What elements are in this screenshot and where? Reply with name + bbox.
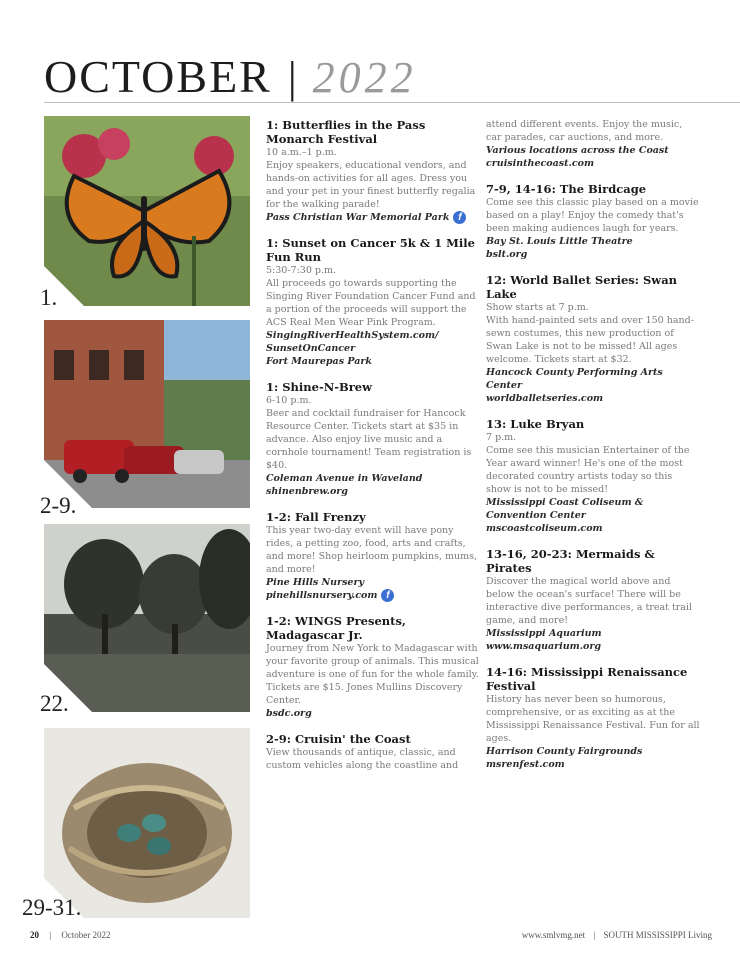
event-description: This year two-day event will have pony rides, a petting zoo, food, arts and crafts, and more! Shop heirloom pumpkins, mums, and more! <box>266 525 478 575</box>
masthead-separator: | <box>287 53 297 102</box>
event-link[interactable]: bsdc.org <box>266 708 312 719</box>
event-link[interactable]: worldballetseries.com <box>486 393 604 404</box>
photo-label-1: 1. <box>40 285 58 310</box>
photo-bird-nest <box>44 728 250 918</box>
event-link[interactable]: msrenfest.com <box>486 759 565 770</box>
event-link[interactable]: SunsetOnCancer <box>266 343 356 354</box>
event-title: 1: Butterflies in the Pass Monarch Festival <box>266 118 426 146</box>
masthead <box>44 44 417 100</box>
events-column-2 <box>486 118 700 783</box>
masthead-year: 2022 <box>312 53 417 102</box>
event-description: Come see this musician Entertainer of the Year award winner! He's one of the most decorated country artists today so this show is not to be missed! <box>486 445 690 495</box>
event-link[interactable]: bslt.org <box>486 249 528 260</box>
event-description: View thousands of antique, classic, and custom vehicles along the coastline and <box>266 747 459 771</box>
event-description: Journey from New York to Madagascar with your favorite group of animals. This musical adventure is one of fun for the whole family. Tickets are $15. Jones Mullins Discovery Center. <box>266 643 479 706</box>
event-link[interactable]: cruisinthecoast.com <box>486 158 595 169</box>
event-description: Come see this classic play based on a movie based on a play! Enjoy the comedy that's been making audiences laugh for years. <box>486 197 699 234</box>
issue-date: October 2022 <box>61 930 111 940</box>
event-description: History has never been so humorous, comprehensive, or as exciting as at the Mississippi Renaissance Festival. Fun for all ages. <box>486 694 700 744</box>
event-link[interactable]: shinenbrew.org <box>266 486 348 497</box>
event-time: 7 p.m. <box>486 432 517 443</box>
event-description: attend different events. Enjoy the music, car parades, car auctions, and more. <box>486 119 683 143</box>
page-number: 20 <box>30 930 39 940</box>
event-title: 1-2: Fall Frenzy <box>266 510 366 524</box>
event-location: Various locations across the Coast <box>486 145 669 156</box>
masthead-month: OCTOBER <box>44 51 272 102</box>
magazine-name: SOUTH MISSISSIPPI Living <box>603 930 712 940</box>
event-location: Mississippi Aquarium <box>486 628 602 639</box>
event-item <box>486 273 700 405</box>
photo-label-2: 2-9. <box>40 493 77 518</box>
photo-classic-cars <box>44 320 250 508</box>
event-location: Hancock County Performing Arts Center <box>486 367 663 391</box>
event-title: 7-9, 14-16: The Birdcage <box>486 182 647 196</box>
facebook-icon[interactable]: f <box>453 211 466 224</box>
event-description: All proceeds go towards supporting the Singing River Foundation Cancer Fund and a portion of the proceeds will support the ACS Real Men Wear Pink Program. <box>266 278 476 328</box>
event-link[interactable]: www.msaquarium.org <box>486 641 602 652</box>
footer-separator: | <box>49 930 52 940</box>
footer-left <box>30 930 111 940</box>
event-title: 13-16, 20-23: Mermaids & Pirates <box>486 547 655 575</box>
event-time: 10 a.m.–1 p.m. <box>266 147 337 158</box>
photo-park-trees <box>44 524 250 712</box>
event-item <box>266 732 480 772</box>
event-location: Coleman Avenue in Waveland <box>266 473 423 484</box>
event-item <box>486 417 700 535</box>
event-description: Enjoy speakers, educational vendors, and hands-on activities for all ages. Dress you and your pet in your finest butterfly regalia for the walking parade! <box>266 160 476 210</box>
event-title: 1: Shine-N-Brew <box>266 380 373 394</box>
event-item <box>486 665 700 771</box>
event-item <box>266 380 480 498</box>
event-time: 6-10 p.m. <box>266 395 312 406</box>
event-link[interactable]: mscoastcoliseum.com <box>486 523 603 534</box>
event-title: 1-2: WINGS Presents, Madagascar Jr. <box>266 614 406 642</box>
photo-butterfly <box>44 116 250 306</box>
masthead-rule <box>44 102 740 103</box>
event-link[interactable]: pinehillsnursery.com f <box>266 589 480 602</box>
website-link[interactable]: www.smlvmg.net <box>521 930 586 940</box>
event-location: Mississippi Coast Coliseum & Convention Center <box>486 497 644 521</box>
event-location: Harrison County Fairgrounds <box>486 746 643 757</box>
photo-label-3: 22. <box>40 691 69 716</box>
photo-label-4: 29-31. <box>22 895 82 920</box>
event-description: With hand-painted sets and over 150 hand-sewn costumes, this new production of Swan Lake is not to be missed! All ages welcome. Tickets start at $32. <box>486 315 694 365</box>
event-item <box>486 118 700 170</box>
event-time: 5:30-7:30 p.m. <box>266 265 337 276</box>
event-time: Show starts at 7 p.m. <box>486 302 589 313</box>
event-location: Bay St. Louis Little Theatre <box>486 236 633 247</box>
event-description: Discover the magical world above and below the ocean's surface! There will be interactive dive performances, a treat trail game, and more! <box>486 576 693 626</box>
facebook-icon[interactable]: f <box>381 589 394 602</box>
event-item <box>486 547 700 653</box>
event-item <box>266 236 480 368</box>
event-item <box>266 118 480 224</box>
event-title: 12: World Ballet Series: Swan Lake <box>486 273 678 301</box>
event-title: 14-16: Mississippi Renaissance Festival <box>486 665 688 693</box>
event-description: Beer and cocktail fundraiser for Hancock Resource Center. Tickets start at $35 in advance. Also enjoy live music and a cornhole tournament! Team registration is $40. <box>266 408 472 471</box>
event-title: 13: Luke Bryan <box>486 417 585 431</box>
event-item <box>266 614 480 720</box>
event-link[interactable]: SingingRiverHealthSystem.com/ <box>266 330 439 341</box>
event-title: 1: Sunset on Cancer 5k & 1 Mile Fun Run <box>266 236 475 264</box>
event-location: Pass Christian War Memorial Park f <box>266 211 480 224</box>
footer-separator: | <box>593 930 596 940</box>
event-title: 2-9: Cruisin' the Coast <box>266 732 411 746</box>
events-column-1 <box>266 118 480 784</box>
event-item <box>486 182 700 261</box>
event-location: Pine Hills Nursery <box>266 577 364 588</box>
footer-right <box>522 930 712 940</box>
event-location: Fort Maurepas Park <box>266 356 372 367</box>
event-item <box>266 510 480 602</box>
